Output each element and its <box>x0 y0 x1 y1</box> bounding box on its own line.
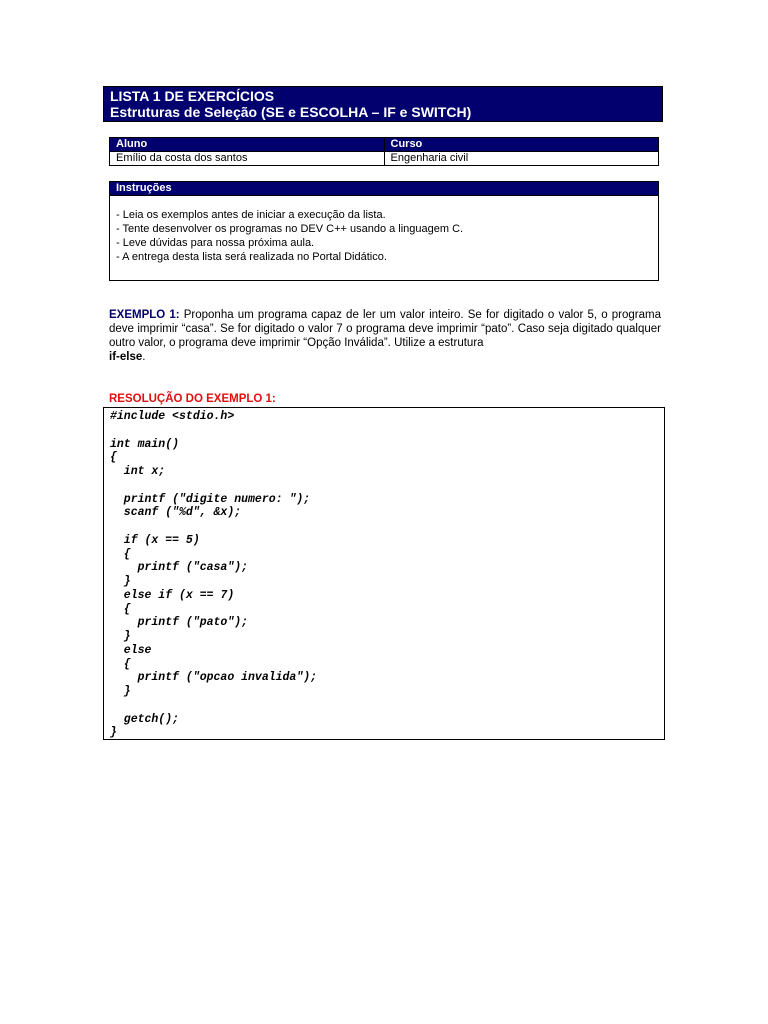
code-line: int main() <box>110 437 180 451</box>
code-line: printf ("casa"); <box>110 561 249 575</box>
code-line: { <box>110 657 131 671</box>
code-line: if (x == 5) <box>110 533 200 547</box>
example-1-statement <box>109 308 661 364</box>
example-1-end: . <box>142 351 146 363</box>
code-line: printf ("digite numero: "); <box>110 492 311 506</box>
code-line: } <box>110 630 131 643</box>
example-1-keyword: if-else <box>109 351 143 363</box>
code-line: else if (x == 7) <box>110 588 235 602</box>
code-line: #include <stdio.h> <box>110 410 235 423</box>
instruction-item: - Leia os exemplos antes de iniciar a execução da lista. <box>116 209 386 221</box>
code-line: int x; <box>110 465 166 478</box>
instructions-box <box>109 196 659 281</box>
code-block <box>103 407 665 740</box>
code-line: printf ("pato"); <box>110 616 249 630</box>
code-line <box>110 479 658 493</box>
code-line <box>110 699 658 713</box>
instruction-item: - Leve dúvidas para nossa próxima aula. <box>116 237 315 249</box>
aluno-header: Aluno <box>110 138 385 152</box>
example-1-text: Proponha um programa capaz de ler um valor inteiro. Se for digitado o valor 5, o programa deve imprimir “casa”. Se for digitado o valor 7 o programa deve imprimir “pato”. Caso seja digitado qualquer outro valor, o programa deve imprimir “Opção Inválida”. Utilize a estrutura <box>109 309 661 349</box>
curso-value: Engenharia civil <box>384 152 659 166</box>
instruction-item: - Tente desenvolver os programas no DEV C++ usando a linguagem C. <box>116 223 464 235</box>
code-line: getch(); <box>110 712 180 726</box>
code-line <box>110 424 658 438</box>
code-line <box>110 520 658 534</box>
curso-header: Curso <box>384 138 659 152</box>
student-table-row <box>110 152 659 166</box>
code-line: } <box>110 726 117 740</box>
code-line: } <box>110 575 131 588</box>
code-line: } <box>110 685 131 698</box>
code-line: printf ("opcao invalida"); <box>110 671 318 685</box>
list-header <box>103 86 663 122</box>
instruction-item: - A entrega desta lista será realizada no Portal Didático. <box>116 251 387 263</box>
code-line: { <box>110 547 131 561</box>
resolution-title: RESOLUÇÃO DO EXEMPLO 1: <box>109 393 276 405</box>
instructions-title: Instruções <box>109 181 659 196</box>
aluno-value: Emílio da costa dos santos <box>110 152 385 166</box>
list-title: LISTA 1 DE EXERCÍCIOS <box>110 88 275 104</box>
code-line: { <box>110 602 131 616</box>
student-table-header-row <box>110 138 659 152</box>
student-info-table <box>109 137 659 166</box>
code-line: else <box>110 643 152 657</box>
list-subtitle: Estruturas de Seleção (SE e ESCOLHA – IF e SWITCH) <box>110 104 472 120</box>
code-line: scanf ("%d", &x); <box>110 506 242 520</box>
code-line: { <box>110 451 117 465</box>
example-1-label: EXEMPLO 1: <box>109 309 180 321</box>
